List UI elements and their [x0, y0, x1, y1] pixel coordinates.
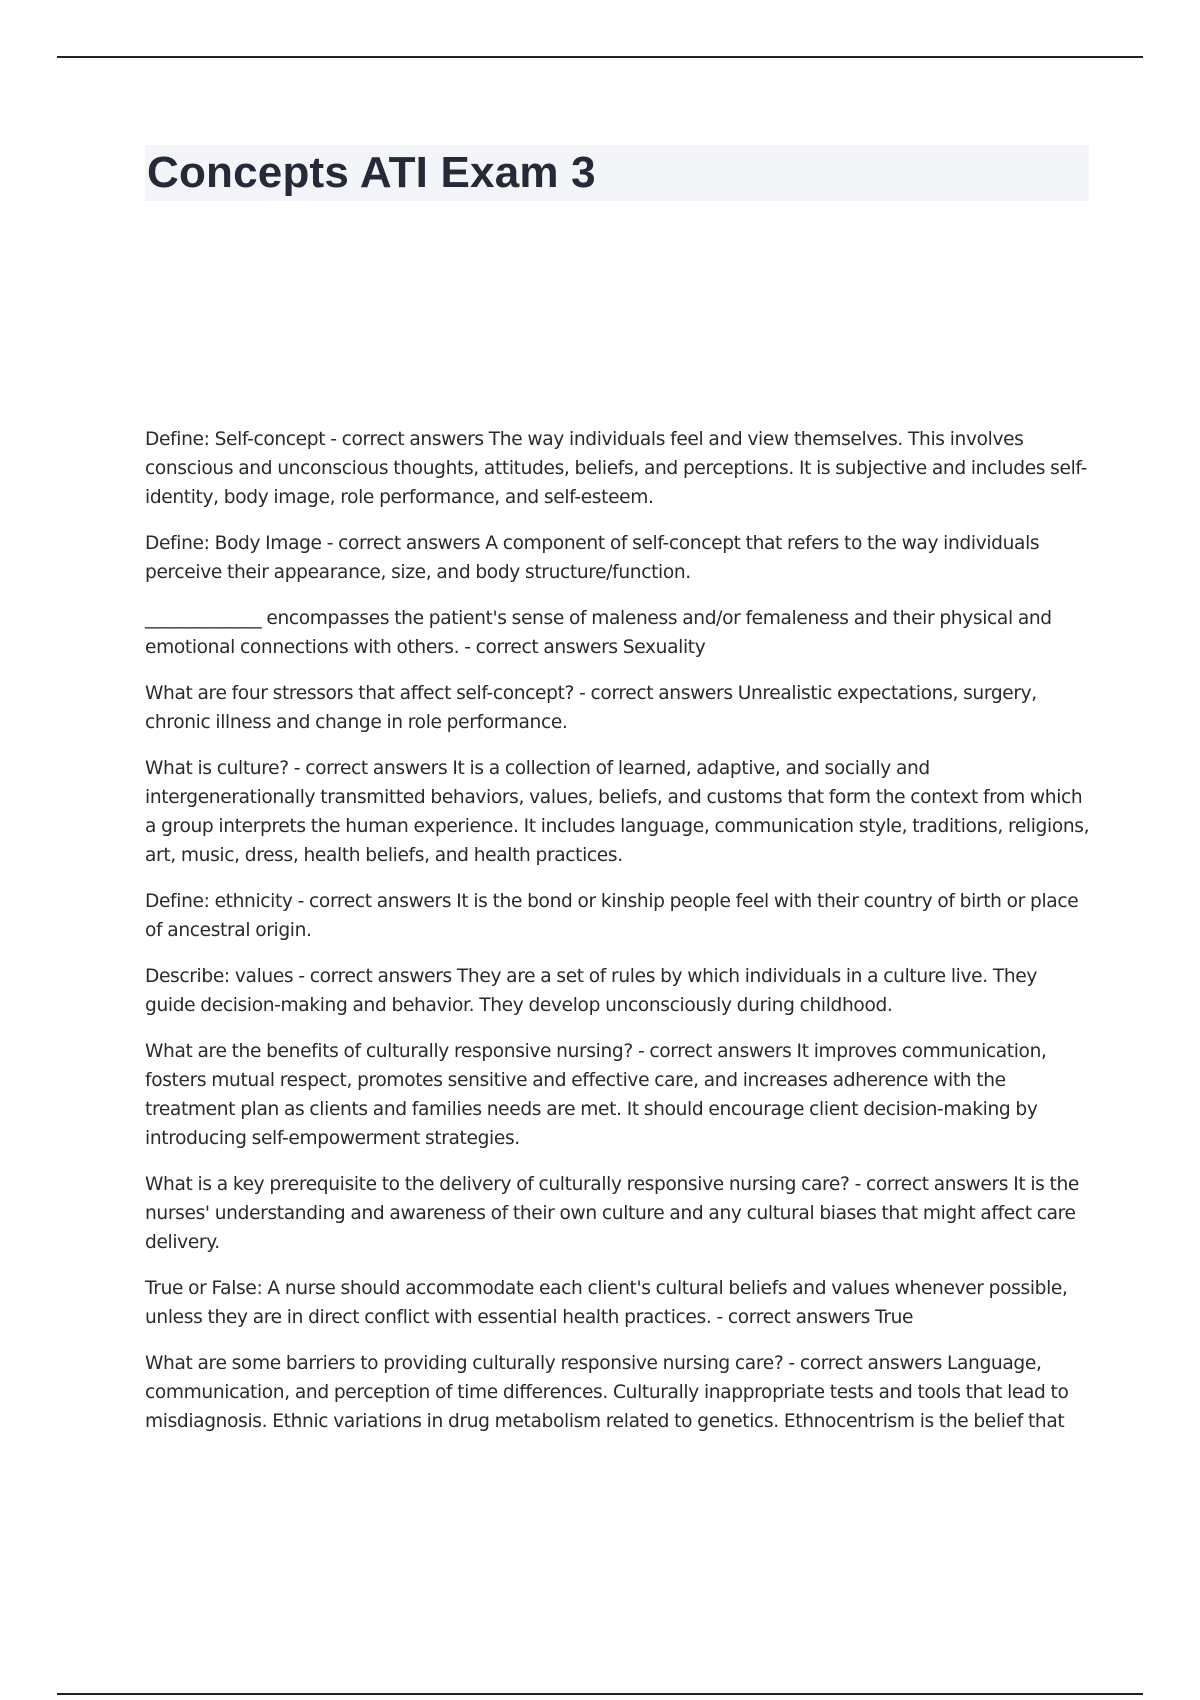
qa-entry: _____________ encompasses the patient's sense of maleness and/or femaleness and their physical and emotional connections with others. - correct answers Sexuality: [145, 608, 1052, 658]
qa-entry: What are the benefits of culturally responsive nursing? - correct answers It improves communication, fosters mutual respect, promotes sensitive and effective care, and increases adherence with the treatment plan as clients and families needs are met. It should encourage client decision-making by introducing self-empowerment strategies.: [145, 1041, 1047, 1149]
qa-entry: What is a key prerequisite to the delivery of culturally responsive nursing care? - correct answers It is the nurses' understanding and awareness of their own culture and any cultural biases that might affect care delivery.: [145, 1174, 1080, 1253]
qa-entry: What is culture? - correct answers It is a collection of learned, adaptive, and socially and intergenerationally transmitted behaviors, values, beliefs, and customs that form the context from which a group interprets the human experience. It includes language, communication style, traditions, religions, art, music, dress, health beliefs, and health practices.: [145, 758, 1090, 866]
qa-entry: What are four stressors that affect self-concept? - correct answers Unrealistic expectations, surgery, chronic illness and change in role performance.: [145, 683, 1037, 733]
qa-entry: Define: ethnicity - correct answers It is the bond or kinship people feel with their country of birth or place of ancestral origin.: [145, 891, 1079, 941]
qa-list: [145, 425, 1091, 1453]
qa-entry: What are some barriers to providing culturally responsive nursing care? - correct answers Language, communication, and perception of time differences. Culturally inappropriate tests and tools that lead to misdiagnosis. Ethnic variations in drug metabolism related to genetics. Ethnocentrism is the belief that: [145, 1353, 1069, 1432]
page-title: Concepts ATI Exam 3: [147, 148, 596, 197]
qa-entry: Define: Body Image - correct answers A component of self-concept that refers to the way individuals perceive their appearance, size, and body structure/function.: [145, 533, 1040, 583]
qa-entry: Describe: values - correct answers They are a set of rules by which individuals in a culture live. They guide decision-making and behavior. They develop unconsciously during childhood.: [145, 966, 1038, 1016]
qa-entry: True or False: A nurse should accommodate each client's cultural beliefs and values whenever possible, unless they are in direct conflict with essential health practices. - correct answers True: [145, 1278, 1068, 1328]
top-divider: [57, 56, 1143, 58]
qa-entry: Define: Self-concept - correct answers The way individuals feel and view themselves. This involves conscious and unconscious thoughts, attitudes, beliefs, and perceptions. It is subjective and includes self-identity, body image, role performance, and self-esteem.: [145, 429, 1087, 508]
bottom-divider: [57, 1693, 1143, 1695]
